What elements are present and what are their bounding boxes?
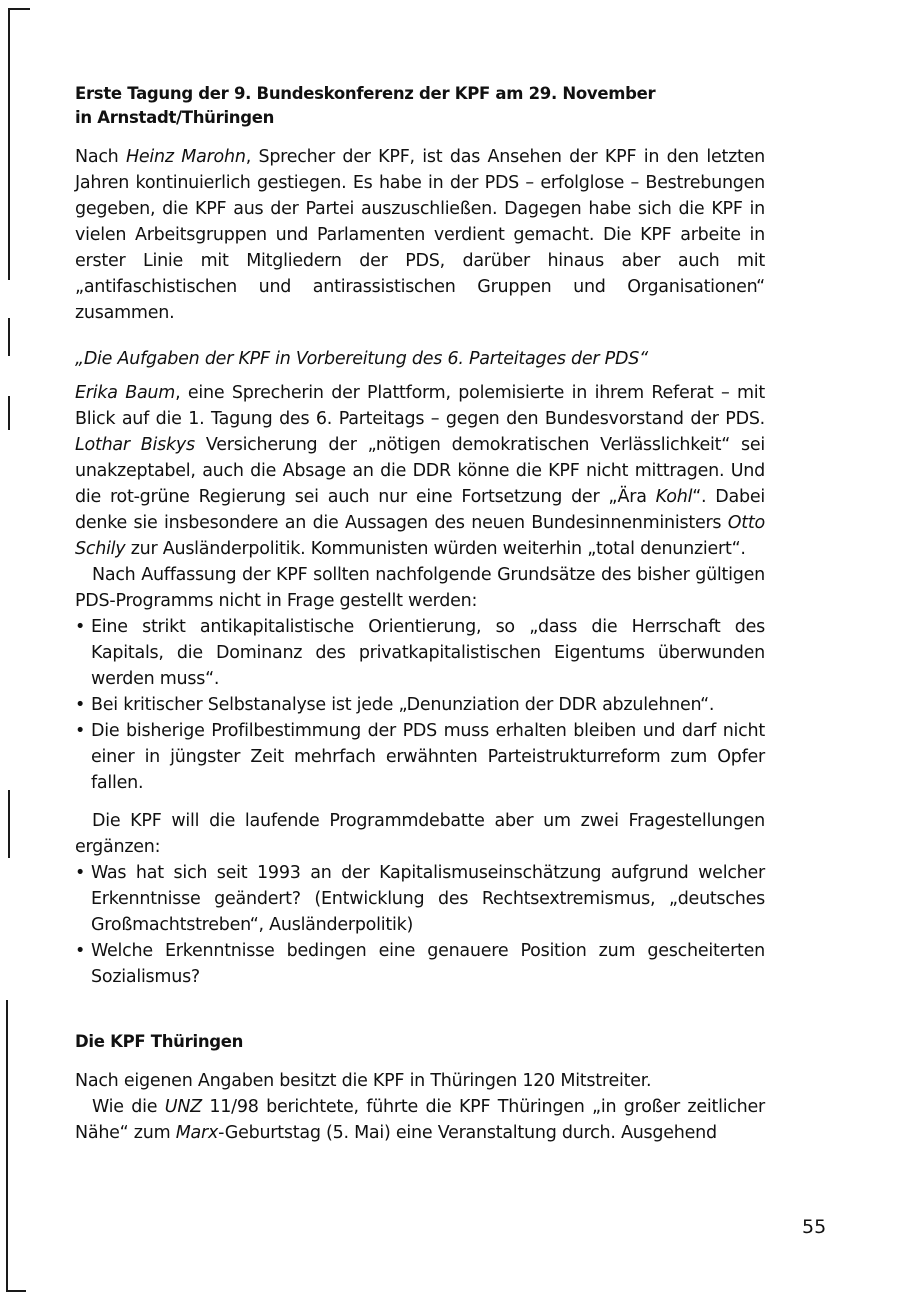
person-name: Lothar Biskys bbox=[75, 435, 195, 455]
bullet-icon: • bbox=[75, 695, 86, 715]
list-item-text: Die bisherige Profilbestimmung der PDS muss erhalten bleiben und darf nicht einer in jüngster Zeit mehrfach erwähnten Parteistrukturreform zum Opfer fallen. bbox=[91, 721, 765, 793]
list-item-text: Eine strikt antikapitalistische Orientierung, so „dass die Herrschaft des Kapitals, die Dominanz des privatkapitalistischen Eigentums überwunden werden muss“. bbox=[91, 617, 765, 689]
bullet-icon: • bbox=[75, 617, 86, 637]
bullet-icon: • bbox=[75, 941, 86, 961]
text-run: , Sprecher der KPF, ist das Ansehen der KPF in den letzten Jahren kontinuierlich gestiegen. Es habe in der PDS – erfolglose – Bestrebungen gegeben, die KPF aus der Partei auszuschließen. Dagegen habe sich die KPF in vielen Arbeitsgruppen und Parlamenten verdient gemacht. Die KPF arbeite in erster Linie mit Mitgliedern der PDS, darüber hinaus aber auch mit „antifaschistischen und antirassistischen Gruppen und Organisationen“ zusammen. bbox=[75, 147, 765, 323]
scan-edge-mark bbox=[8, 318, 10, 356]
paragraph-unz bbox=[75, 1094, 765, 1146]
list-item bbox=[75, 938, 765, 990]
list-item bbox=[75, 860, 765, 938]
person-name: Erika Baum bbox=[75, 383, 176, 403]
person-name: Marx bbox=[175, 1123, 219, 1143]
text-run: Versicherung der „nötigen demokratischen Verlässlichkeit“ sei unakzeptabel, auch die Absage an die DDR könne die KPF nicht mittragen. Und die rot-grüne Regierung sei auch nur eine Fortsetzung der „Ära bbox=[75, 435, 766, 507]
person-name: Kohl bbox=[655, 487, 693, 507]
list-item-text: Was hat sich seit 1993 an der Kapitalismuseinschätzung aufgrund welcher Erkenntnisse geändert? (Entwicklung des Rechtsextremismus, „deutsches Großmachtstreben“, Ausländerpolitik) bbox=[91, 863, 765, 935]
page-number: 55 bbox=[802, 1216, 827, 1238]
scan-edge-mark-bottom-hook bbox=[6, 1290, 26, 1292]
text-run: Wie die bbox=[92, 1097, 165, 1117]
list-item bbox=[75, 692, 765, 718]
section-heading-bundeskonferenz bbox=[75, 82, 765, 130]
heading-line-1: Erste Tagung der 9. Bundeskonferenz der KPF am 29. November bbox=[75, 84, 656, 103]
bullet-icon: • bbox=[75, 863, 86, 883]
list-item-text: Bei kritischer Selbstanalyse ist jede „Denunziation der DDR abzulehnen“. bbox=[91, 695, 715, 715]
heading-line-2: in Arnstadt/Thüringen bbox=[75, 108, 275, 127]
list-item-text: Welche Erkenntnisse bedingen eine genauere Position zum gescheiterten Sozialismus? bbox=[91, 941, 765, 987]
paragraph-baum bbox=[75, 380, 765, 562]
scan-edge-mark bbox=[8, 396, 10, 430]
text-run: “. Dabei denke sie insbesondere an die Aussagen des neuen Bundesinnenministers bbox=[75, 487, 765, 533]
text-run: zur Ausländerpolitik. Kommunisten würden weiterhin „total denunziert“. bbox=[125, 539, 746, 559]
scan-edge-mark-top-hook bbox=[8, 8, 30, 10]
text-run: , eine Sprecherin der Plattform, polemisierte in ihrem Referat – mit Blick auf die 1. Tagung des 6. Parteitags – gegen den Bundesvorstand der PDS. bbox=[75, 383, 765, 429]
scan-edge-mark-top bbox=[8, 8, 10, 280]
paragraph-marohn bbox=[75, 144, 765, 326]
bullet-list-grundsaetze bbox=[75, 614, 765, 796]
paragraph-mitstreiter: Nach eigenen Angaben besitzt die KPF in Thüringen 120 Mitstreiter. bbox=[75, 1071, 652, 1091]
bullet-list-fragestellungen bbox=[75, 860, 765, 990]
person-name: Otto Schily bbox=[75, 513, 765, 559]
bullet-icon: • bbox=[75, 721, 86, 741]
paragraph-grundsaetze: Nach Auffassung der KPF sollten nachfolgende Grundsätze des bisher gültigen PDS-Programms nicht in Frage gestellt werden: bbox=[75, 565, 765, 611]
scan-edge-mark-bottom bbox=[6, 1000, 8, 1292]
text-run: 11/98 berichtete, führte die KPF Thüringen „in großer zeitlicher Nähe“ zum bbox=[75, 1097, 765, 1143]
italic-subheading-aufgaben: „Die Aufgaben der KPF in Vorbereitung des 6. Parteitages der PDS“ bbox=[75, 349, 648, 369]
document-page bbox=[75, 82, 765, 1146]
text-run: Nach bbox=[75, 147, 126, 167]
list-item bbox=[75, 718, 765, 796]
text-run: -Geburtstag (5. Mai) eine Veranstaltung durch. Ausgehend bbox=[218, 1123, 717, 1143]
paragraph-programmdebatte: Die KPF will die laufende Programmdebatte aber um zwei Fragestellungen ergänzen: bbox=[75, 811, 765, 857]
scan-edge-mark bbox=[8, 790, 10, 858]
publication-name: UNZ bbox=[164, 1097, 202, 1117]
list-item bbox=[75, 614, 765, 692]
person-name: Heinz Marohn bbox=[126, 147, 246, 167]
section-heading-kpf-thueringen: Die KPF Thüringen bbox=[75, 1032, 244, 1051]
